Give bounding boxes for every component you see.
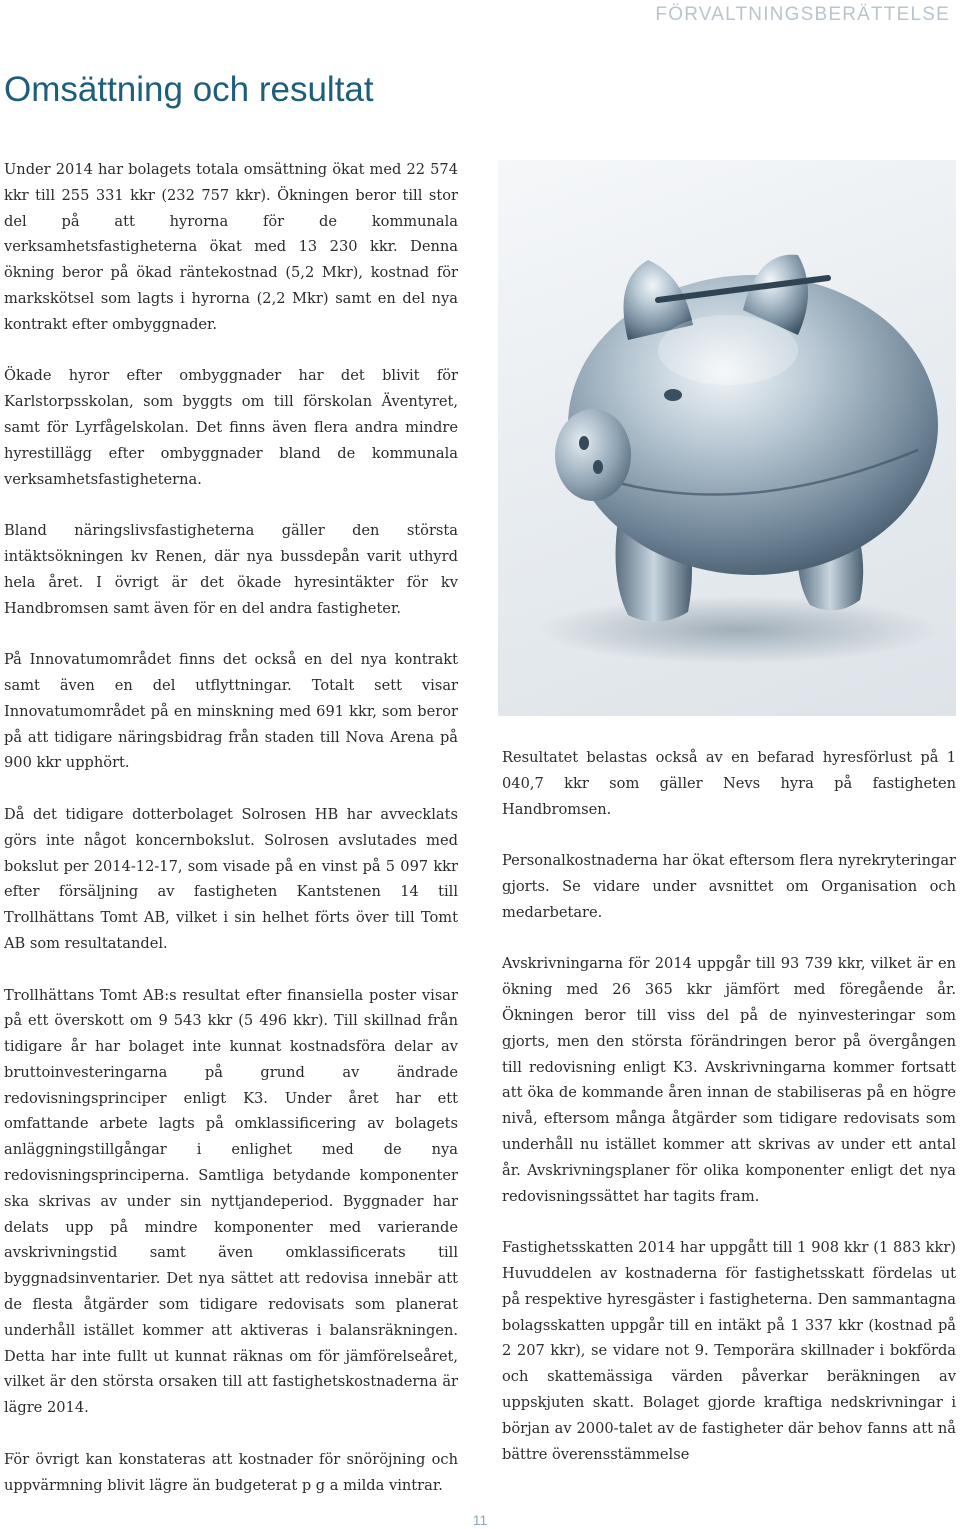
paragraph: För övrigt kan konstateras att kostnader för snöröjning och uppvärmning blivit lägre än budgeterat p g a milda vintrar. bbox=[4, 1450, 458, 1494]
running-head: FÖRVALTNINGSBERÄTTELSE bbox=[655, 4, 950, 25]
paragraph: Ökade hyror efter ombyggnader har det blivit för Karlstorpsskolan, som byggts om till förskolan Äventyret, samt för Lyrfågelskolan. Det finns även flera andra mindre hyrestillägg efter ombyggnader bland de kommunala verksamhetsfastigheterna. bbox=[4, 367, 458, 488]
paragraph: Under 2014 har bolagets totala omsättning ökat med 22 574 kkr till 255 331 kkr (232 757 kkr). Ökningen beror till stor del på att hyrorna för de kommunala verksamhetsfastigheterna ökat med 13 230 kkr. Denna ökning beror på ökad räntekostnad (5,2 Mkr), kostnad för markskötsel som lagts i hyrorna (2,2 Mkr) samt en del nya kontrakt efter ombyggnader. bbox=[4, 161, 458, 333]
paragraph: Personalkostnaderna har ökat eftersom flera nyrekryteringar gjorts. Se vidare under avsnittet om Organisation och medarbetare. bbox=[502, 852, 956, 921]
paragraph: På Innovatumområdet finns det också en del nya kontrakt samt även en del utflyttningar. Totalt sett visar Innovatumområdet på en minskning med 691 kkr, som beror på att tidigare näringsbidrag från staden till Nova Arena på 900 kkr upphört. bbox=[4, 651, 458, 772]
paragraph: Fastighetsskatten 2014 har uppgått till 1 908 kkr (1 883 kkr) Huvuddelen av kostnaderna för fastighetsskatt fördelas ut på respektive hyresgäster i fastigheterna. Den sammantagna bolagsskatten uppgår till en intäkt på 1 337 kkr (kostnad på 2 207 kkr), se vidare not 9. Temporära skillnader i bokförda och skattemässiga värden påverkar beräkningen av uppskjuten skatt. Bolaget gjorde kraftiga nedskrivningar i början av 2000-talet av de fastigheter där behov fanns att nå bättre överensstämmelse bbox=[502, 1239, 956, 1463]
right-column bbox=[502, 745, 956, 1493]
page-title: Omsättning och resultat bbox=[4, 70, 374, 109]
paragraph: Då det tidigare dotterbolaget Solrosen HB har avvecklats görs inte något koncernbokslut. Solrosen avslutades med bokslut per 2014-12-17, som visade på en vinst på 5 097 kkr efter försäljning av fastigheten Kantstenen 14 till Trollhättans Tomt AB, vilket i sin helhet förts över till Tomt AB som resultatandel. bbox=[4, 805, 458, 952]
paragraph: Resultatet belastas också av en befarad hyresförlust på 1 040,7 kkr som gäller Nevs hyra på fastigheten Handbromsen. bbox=[502, 749, 956, 818]
paragraph: Bland näringslivsfastigheterna gäller den största intäktsökningen kv Renen, där nya bussdepån varit uthyrd hela året. I övrigt är det ökade hyresintäkter för kv Handbromsen samt även för en del andra fastigheter. bbox=[4, 522, 458, 617]
page-number: 11 bbox=[472, 1512, 488, 1528]
left-column bbox=[4, 157, 458, 1524]
piggy-bank-photo bbox=[498, 160, 956, 716]
paragraph: Avskrivningarna för 2014 uppgår till 93 739 kkr, vilket är en ökning med 26 365 kkr jämfört med föregående år. Ökningen beror till viss del på de nyinvesteringar som gjorts, men den största förändringen beror på övergången till redovisning enligt K3. Avskrivningarna kommer fortsatt att öka de kommande åren innan de stabiliseras på en högre nivå, eftersom många åtgärder som tidigare redovisats som underhåll nu istället kommer att skrivas av under ett antal år. Avskrivningsplaner för olika komponenter enligt det nya redovisningssättet har tagits fram. bbox=[502, 955, 956, 1205]
paragraph: Trollhättans Tomt AB:s resultat efter finansiella poster visar på ett överskott om 9 543 kkr (5 496 kkr). Till skillnad från tidigare år har bolaget inte kunnat kostnadsföra delar av bruttoinvesteringarna på grund av ändrade redovisningsprinciper enligt K3. Under året har ett omfattande arbete lagts på omklassificering av bolagets anläggningstillgångar i enlighet med de nya redovisningsprinciperna. Samtliga betydande komponenter ska skrivas av under sin nyttjandeperiod. Byggnader har delats upp på mindre komponenter med varierande avskrivningstid samt även omklassificerats till byggnadsinventarier. Det nya sättet att redovisa innebär att de flesta åtgärder som tidigare redovisats som planerat underhåll istället kommer att aktiveras i balansräkningen. Detta har inte fullt ut kunnat räknas om för jämförelseåret, vilket är den största orsaken till att fastighetskostnaderna är lägre 2014. bbox=[4, 986, 458, 1417]
